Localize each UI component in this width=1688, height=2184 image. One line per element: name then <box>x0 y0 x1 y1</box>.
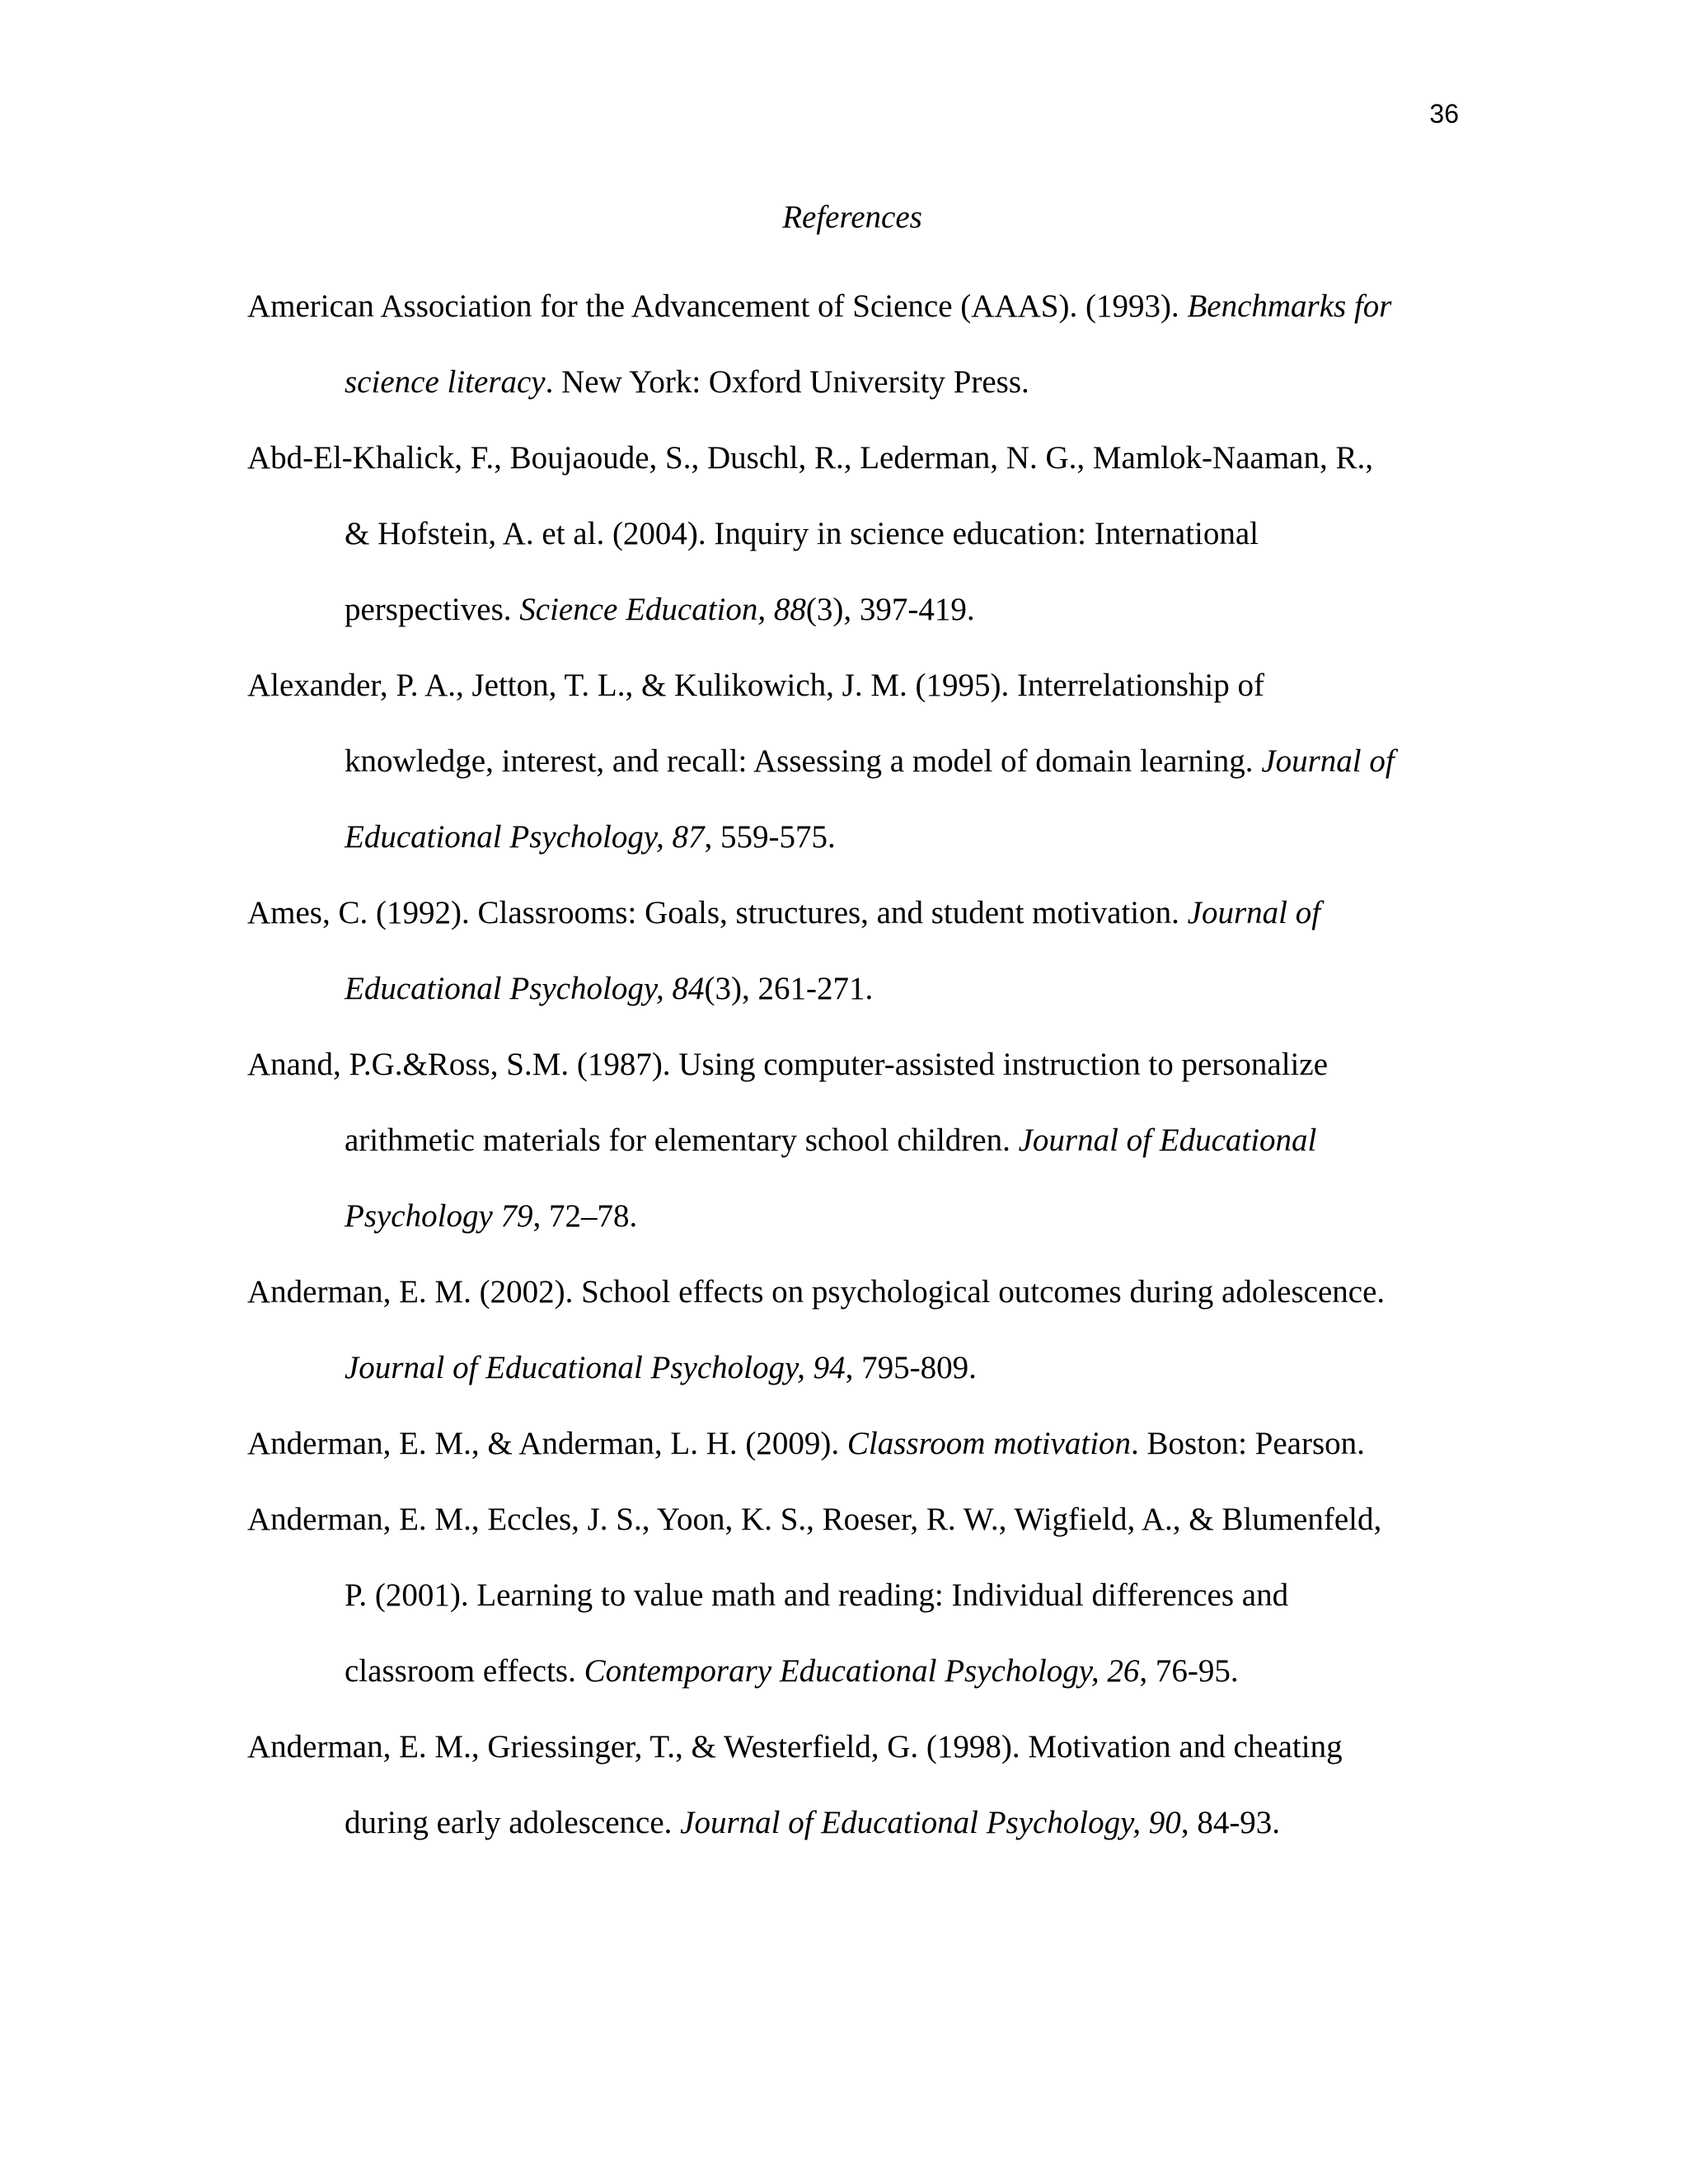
reference-line <box>247 875 1451 951</box>
reference-entry <box>247 269 1451 420</box>
reference-line <box>345 1103 1451 1179</box>
reference-italic-text: Journal of <box>1187 895 1321 930</box>
reference-text: (3), 397-419. <box>805 592 975 627</box>
reference-line <box>247 1709 1451 1785</box>
reference-text: Ames, C. (1992). Classrooms: Goals, structures, and student motivation. <box>247 895 1188 930</box>
reference-entry <box>247 1027 1451 1254</box>
references-heading: References <box>782 199 922 235</box>
reference-entry <box>247 1709 1451 1861</box>
reference-text: Anderman, E. M., Griessinger, T., & Westerfield, G. (1998). Motivation and cheating <box>247 1729 1343 1765</box>
reference-italic-text: Journal of <box>1261 743 1395 779</box>
reference-italic-text: Science Education, 88 <box>519 592 806 627</box>
reference-line <box>345 724 1451 799</box>
reference-text: arithmetic materials for elementary school children. <box>345 1122 1019 1158</box>
reference-text: P. (2001). Learning to value math and reading: Individual differences and <box>345 1577 1289 1613</box>
page-number: 36 <box>1429 99 1459 129</box>
reference-italic-text: science literacy <box>345 364 546 400</box>
reference-italic-text: Journal of Educational Psychology, 94 <box>345 1350 846 1385</box>
reference-text: Alexander, P. A., Jetton, T. L., & Kulikowich, J. M. (1995). Interrelationship of <box>247 668 1264 703</box>
reference-line <box>247 1482 1451 1558</box>
reference-entry <box>247 875 1451 1027</box>
reference-italic-text: Classroom motivation <box>846 1426 1132 1461</box>
reference-italic-text: Contemporary Educational Psychology, 26 <box>584 1653 1140 1689</box>
reference-text: , 76-95. <box>1139 1653 1239 1689</box>
reference-line <box>345 496 1451 572</box>
reference-text: , 84-93. <box>1180 1805 1281 1840</box>
reference-text: , 559-575. <box>704 819 836 855</box>
reference-line <box>247 1254 1451 1330</box>
reference-text: during early adolescence. <box>345 1805 681 1840</box>
reference-entry <box>247 1406 1451 1482</box>
reference-line <box>345 1330 1451 1406</box>
reference-line <box>345 572 1451 648</box>
reference-italic-text: Journal of Educational Psychology, 90 <box>680 1805 1181 1840</box>
reference-italic-text: Educational Psychology, 84 <box>345 971 705 1006</box>
reference-text: Anand, P.G.&Ross, S.M. (1987). Using computer-assisted instruction to personalize <box>247 1047 1329 1082</box>
reference-text: (3), 261-271. <box>704 971 874 1006</box>
reference-text: & Hofstein, A. et al. (2004). Inquiry in science education: International <box>345 516 1259 551</box>
reference-line <box>345 799 1451 875</box>
reference-text: . Boston: Pearson. <box>1131 1426 1365 1461</box>
reference-line <box>345 1785 1451 1861</box>
reference-line <box>345 1179 1451 1254</box>
reference-line <box>345 951 1451 1027</box>
reference-line <box>247 648 1451 724</box>
reference-text: American Association for the Advancement of Science (AAAS). (1993). <box>247 288 1188 324</box>
reference-line <box>345 1633 1451 1709</box>
reference-text: classroom effects. <box>345 1653 584 1689</box>
reference-text: perspectives. <box>345 592 520 627</box>
reference-text: Anderman, E. M. (2002). School effects on psychological outcomes during adolescence. <box>247 1274 1386 1310</box>
reference-entry <box>247 420 1451 648</box>
reference-text: . New York: Oxford University Press. <box>545 364 1029 400</box>
reference-line <box>247 420 1451 496</box>
reference-text: , 795-809. <box>845 1350 977 1385</box>
reference-line <box>247 269 1451 344</box>
reference-line <box>345 1558 1451 1633</box>
reference-line <box>247 1027 1451 1103</box>
reference-entry <box>247 1482 1451 1709</box>
reference-italic-text: Journal of Educational <box>1018 1122 1317 1158</box>
reference-list <box>247 269 1451 1861</box>
reference-line <box>247 1406 1451 1482</box>
reference-text: , 72–78. <box>532 1198 638 1234</box>
reference-entry <box>247 648 1451 875</box>
reference-italic-text: Psychology 79 <box>345 1198 533 1234</box>
reference-italic-text: Educational Psychology, 87 <box>345 819 705 855</box>
reference-line <box>345 344 1451 420</box>
reference-text: Anderman, E. M., Eccles, J. S., Yoon, K. S., Roeser, R. W., Wigfield, A., & Blumenfeld, <box>247 1502 1382 1537</box>
reference-text: knowledge, interest, and recall: Assessing a model of domain learning. <box>345 743 1262 779</box>
reference-italic-text: Benchmarks for <box>1187 288 1392 324</box>
reference-text: Anderman, E. M., & Anderman, L. H. (2009). <box>247 1426 847 1461</box>
reference-entry <box>247 1254 1451 1406</box>
reference-text: Abd-El-Khalick, F., Boujaoude, S., Duschl, R., Lederman, N. G., Mamlok-Naaman, R., <box>247 440 1373 476</box>
